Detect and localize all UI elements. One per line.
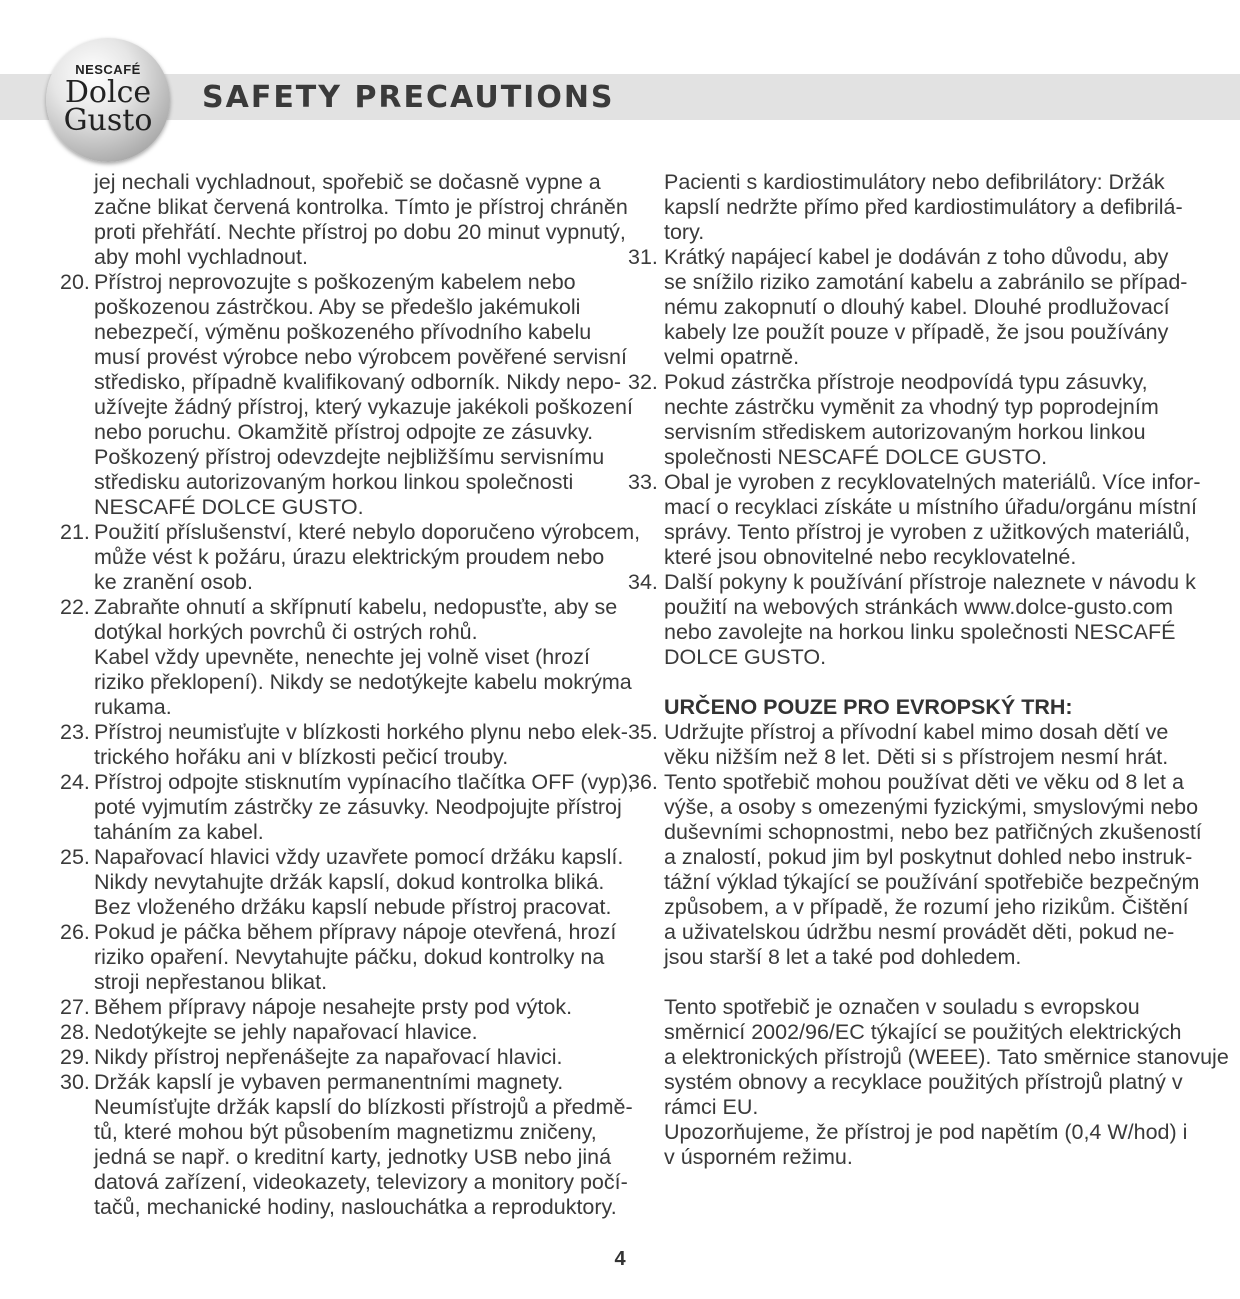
text-line: nebezpečí, výměnu poškozeného přívodního kabelu (94, 320, 592, 344)
item-number: 32. (628, 370, 658, 394)
item-number: 23. (60, 720, 90, 744)
text-line: velmi opatrně. (664, 345, 800, 369)
list-item (60, 270, 633, 520)
text-line: středisko, případně kvalifikovaný odborník. Nikdy nepo- (94, 370, 622, 394)
text-line: Nikdy přístroj nepřenášejte za napařovací hlavici. (94, 1045, 563, 1069)
item-number: 34. (628, 570, 658, 594)
text-line: jedná se např. o kreditní karty, jednotky USB nebo jiná (94, 1145, 612, 1169)
text-line: tážní výklad týkající se používání spotřebiče bezpečným (664, 870, 1200, 894)
text-line: směrnicí 2002/96/EC týkající se použitých elektrických (664, 1020, 1182, 1044)
text-line: středisku autorizovaným horkou linkou společnosti (94, 470, 574, 494)
item-text (94, 845, 623, 920)
text-line: systém obnovy a recyklace použitých přístrojů platný v (664, 1070, 1183, 1094)
text-line: stroji nepřestanou blikat. (94, 970, 328, 994)
text-line: Tento spotřebič mohou používat děti ve věku od 8 let a (664, 770, 1184, 794)
text-line: použití na webových stránkách www.dolce-gusto.com (664, 595, 1174, 619)
text-line: Přístroj odpojte stisknutím vypínacího tlačítka OFF (vyp), (94, 770, 635, 794)
item-number: 29. (60, 1045, 90, 1069)
text-line: duševními schopnostmi, nebo bez patřičných zkušeností (664, 820, 1202, 844)
text-line: NESCAFÉ DOLCE GUSTO. (94, 495, 364, 519)
text-line: výše, a osoby s omezenými fyzickými, smyslovými nebo (664, 795, 1199, 819)
item-number: 27. (60, 995, 90, 1019)
text-line: správy. Tento přístroj je vyroben z užitkových materiálů, (664, 520, 1191, 544)
list-item (60, 845, 624, 920)
text-line: rukama. (94, 695, 172, 719)
continued-text (94, 170, 628, 270)
item-number: 25. (60, 845, 90, 869)
text-line: Napařovací hlavici vždy uzavřete pomocí držáku kapslí. (94, 845, 624, 869)
text-line: nebo zavolejte na horkou linku společnosti NESCAFÉ (664, 620, 1176, 644)
page-title: SAFETY PRECAUTIONS (202, 80, 615, 115)
logo-dolce-text: Dolce (64, 75, 152, 110)
text-line: Bez vloženého držáku kapslí nebude přístroj pracovat. (94, 895, 612, 919)
text-line: taháním za kabel. (94, 820, 264, 844)
list-item (60, 1020, 620, 1045)
text-line: DOLCE GUSTO. (664, 645, 827, 669)
list-item (60, 995, 620, 1020)
list-item (628, 720, 1188, 770)
text-line: Obal je vyroben z recyklovatelných materiálů. Více infor- (664, 470, 1201, 494)
right-item-list (628, 245, 1201, 670)
text-line: Neumísťujte držák kapslí do blízkosti přístrojů a předmě- (94, 1095, 633, 1119)
text-line: může vést k požáru, úrazu elektrickým proudem nebo (94, 545, 605, 569)
item-text (664, 570, 1196, 670)
text-line: Nedotýkejte se jehly napařovací hlavice. (94, 1020, 478, 1044)
text-line: Zabraňte ohnutí a skřípnutí kabelu, nedopusťte, aby se (94, 595, 618, 619)
item-number: 30. (60, 1070, 90, 1094)
text-line: užívejte žádný přístroj, který vykazuje jakékoli poškození (94, 395, 633, 419)
text-line: aby mohl vychladnout. (94, 245, 308, 269)
text-line: ke zranění osob. (94, 570, 253, 594)
text-line: mací o recyklaci získáte u místního úřadu/orgánu místní (664, 495, 1197, 519)
text-line: rámci EU. (664, 1095, 759, 1119)
text-line: tory. (664, 220, 705, 244)
right-column (628, 170, 1229, 1170)
list-item (60, 720, 628, 770)
text-line: nému zakopnutí o dlouhý kabel. Dlouhé prodlužovací (664, 295, 1170, 319)
text-line: tačů, mechanické hodiny, naslouchátka a reproduktory. (94, 1195, 617, 1219)
item-number: 28. (60, 1020, 90, 1044)
text-line: Pokud je páčka během přípravy nápoje otevřená, hrozí (94, 920, 617, 944)
text-line: se snížilo riziko zamotání kabelu a zabránilo se případ- (664, 270, 1188, 294)
logo-gusto-text: Gusto (63, 103, 153, 138)
text-line: které jsou obnovitelné nebo recyklovatelné. (664, 545, 1077, 569)
item-text (94, 520, 640, 595)
item-number: 24. (60, 770, 90, 794)
item-text (94, 720, 628, 770)
text-line: poškozenou zástrčkou. Aby se předešlo jakémukoli (94, 295, 581, 319)
list-item (628, 470, 1201, 570)
text-line: Pacienti s kardiostimulátory nebo defibrilátory: Držák (664, 170, 1165, 194)
continued-text (664, 170, 1188, 245)
list-item (60, 595, 632, 720)
text-line: Nikdy nevytahujte držák kapslí, dokud kontrolka bliká. (94, 870, 605, 894)
text-line: a uživatelskou údržbu nesmí provádět děti, pokud ne- (664, 920, 1175, 944)
text-line: nebo poruchu. Okamžitě přístroj odpojte ze zásuvky. (94, 420, 594, 444)
item-number: 26. (60, 920, 90, 944)
item-text (664, 770, 1202, 970)
text-line: poté vyjmutím zástrčky ze zásuvky. Neodpojujte přístroj (94, 795, 622, 819)
text-line: Tento spotřebič je označen v souladu s evropskou (664, 995, 1140, 1019)
item-number: 21. (60, 520, 90, 544)
text-line: datová zařízení, videokazety, televizory a monitory počí- (94, 1170, 628, 1194)
list-item (60, 920, 620, 995)
item-text (664, 720, 1188, 770)
item-text (664, 470, 1201, 570)
text-line: proti přehřátí. Nechte přístroj po dobu 20 minut vypnutý, (94, 220, 626, 244)
item-text (94, 1020, 620, 1045)
text-line: jsou starší 8 let a také pod dohledem. (664, 945, 1022, 969)
text-line: servisním střediskem autorizovaným horkou linkou (664, 420, 1146, 444)
nescafe-dolce-gusto-logo (46, 38, 170, 162)
text-line: společnosti NESCAFÉ DOLCE GUSTO. (664, 445, 1048, 469)
text-line: Kabel vždy upevněte, nenechte jej volně viset (hrozí (94, 645, 590, 669)
list-item (60, 770, 635, 845)
item-text (664, 370, 1188, 470)
list-item (60, 520, 641, 595)
item-text (94, 595, 632, 720)
item-number: 20. (60, 270, 90, 294)
text-line: Držák kapslí je vybaven permanentními magnety. (94, 1070, 564, 1094)
text-line: v úsporném režimu. (664, 1145, 853, 1169)
text-line: a znalostí, pokud jim byl poskytnut dohled nebo instruk- (664, 845, 1193, 869)
item-text (94, 1045, 620, 1070)
text-line: Během přípravy nápoje nesahejte prsty pod výtok. (94, 995, 573, 1019)
eu-subheading: URČENO POUZE PRO EVROPSKÝ TRH: (664, 695, 1073, 719)
item-text (94, 770, 634, 845)
item-text (94, 920, 620, 995)
text-line: riziko překlopení). Nikdy se nedotýkejte kabelu mokrýma (94, 670, 632, 694)
text-line: kabely lze použít pouze v případě, že jsou používány (664, 320, 1169, 344)
text-line: Krátký napájecí kabel je dodáván z toho důvodu, aby (664, 245, 1169, 269)
text-line: Přístroj neprovozujte s poškozeným kabelem nebo (94, 270, 576, 294)
text-line: Další pokyny k používání přístroje naleznete v návodu k (664, 570, 1196, 594)
list-item (60, 1070, 633, 1220)
eu-item-list (628, 720, 1202, 970)
left-column (60, 170, 641, 1220)
item-number: 31. (628, 245, 658, 269)
item-number: 33. (628, 470, 658, 494)
item-text (94, 270, 633, 520)
item-text (664, 245, 1188, 370)
weee-paragraph (664, 995, 1229, 1170)
text-line: začne blikat červená kontrolka. Tímto je přístroj chráněn (94, 195, 628, 219)
list-item (628, 370, 1188, 470)
text-line: tů, které mohou být působením magnetizmu zničeny, (94, 1120, 597, 1144)
text-line: riziko opaření. Nevytahujte páčku, dokud kontrolky na (94, 945, 605, 969)
text-line: musí provést výrobce nebo výrobcem pověřené servisní (94, 345, 627, 369)
text-line: Poškozený přístroj odevzdejte nejbližšímu servisnímu (94, 445, 605, 469)
text-line: Pokud zástrčka přístroje neodpovídá typu zásuvky, (664, 370, 1148, 394)
left-item-list (60, 270, 641, 1220)
text-line: způsobem, a v případě, že rozumí jeho rizikům. Čištění (664, 895, 1189, 919)
item-number: 22. (60, 595, 90, 619)
page-number: 4 (614, 1248, 626, 1270)
text-line: trického hořáku ani v blízkosti pečicí trouby. (94, 745, 509, 769)
logo-brand-text: NESCAFÉ (75, 62, 141, 77)
text-line: a elektronických přístrojů (WEEE). Tato směrnice stanovuje (664, 1045, 1229, 1069)
text-line: Udržujte přístroj a přívodní kabel mimo dosah dětí ve (664, 720, 1169, 744)
list-item (60, 1045, 620, 1070)
list-item (628, 570, 1196, 670)
list-item (628, 245, 1188, 370)
item-number: 36. (628, 770, 658, 794)
text-line: Použití příslušenství, které nebylo doporučeno výrobcem, (94, 520, 641, 544)
text-line: kapslí nedržte přímo před kardiostimulátory a defibrilá- (664, 195, 1183, 219)
item-number: 35. (628, 720, 658, 744)
item-text (94, 1070, 633, 1220)
header-band (0, 74, 1240, 120)
item-text (94, 995, 620, 1020)
text-line: Přístroj neumisťujte v blízkosti horkého plynu nebo elek- (94, 720, 628, 744)
text-line: Upozorňujeme, že přístroj je pod napětím (0,4 W/hod) i (664, 1120, 1188, 1144)
text-line: jej nechali vychladnout, spořebič se dočasně vypne a (94, 170, 601, 194)
text-line: věku nižším než 8 let. Děti si s přístrojem nesmí hrát. (664, 745, 1169, 769)
list-item (628, 770, 1202, 970)
text-line: nechte zástrčku vyměnit za vhodný typ poprodejním (664, 395, 1159, 419)
text-line: dotýkal horkých povrchů či ostrých rohů. (94, 620, 478, 644)
